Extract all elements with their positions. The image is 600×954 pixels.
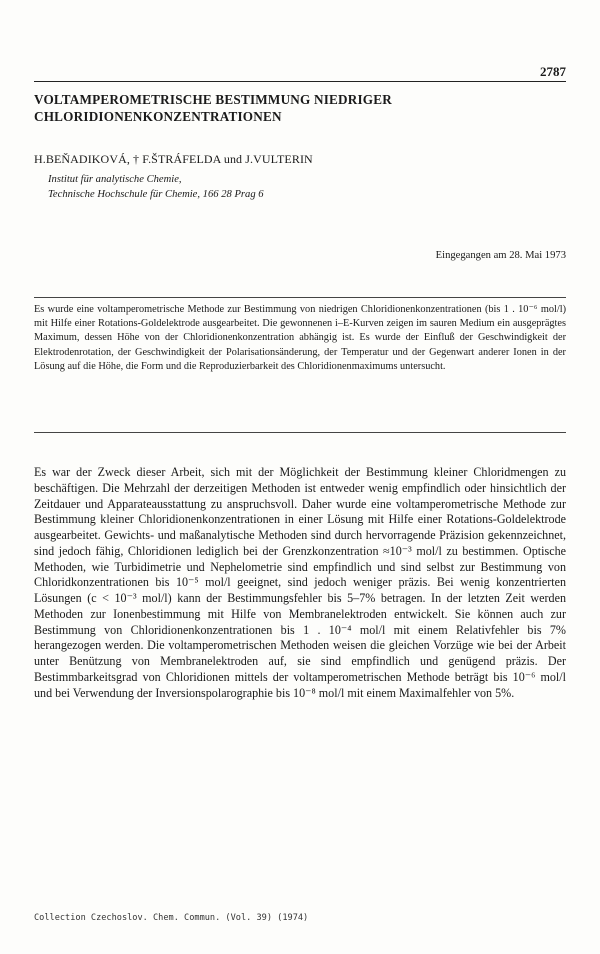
affiliation-line-2: Technische Hochschule für Chemie, 166 28 Prag 6 bbox=[48, 189, 264, 200]
affiliation-line-1: Institut für analytische Chemie, bbox=[48, 174, 182, 185]
article-title bbox=[34, 91, 566, 125]
article-title-line-2: CHLORIDIONENKONZENTRATIONEN bbox=[34, 109, 282, 124]
authors: H.BEŇADIKOVÁ, † F.ŠTRÁFELDA und J.VULTERIN bbox=[34, 152, 313, 166]
affiliation bbox=[48, 172, 264, 202]
received-date: Eingegangen am 28. Mai 1973 bbox=[435, 250, 566, 261]
page-number: 2787 bbox=[540, 64, 566, 79]
article-title-line-1: VOLTAMPEROMETRISCHE BESTIMMUNG NIEDRIGER bbox=[34, 92, 392, 107]
abstract-bottom-rule bbox=[34, 432, 566, 433]
body-paragraph: Es war der Zweck dieser Arbeit, sich mit der Möglichkeit der Bestimmung kleiner Chloridmengen zu beschäftigen. Die Mehrzahl der derzeitigen Methoden ist entweder wenig empfindlich oder hinsichtlich der Zeitdauer und Apparateausstattung zu anspruchsvoll. Daher wurde eine voltamperometrische Methode zur Bestimmung kleiner Chloridionenkonzentrationen in einer Lösung mit Hilfe einer Rotations-Goldelektrode ausgearbeitet. Gewichts- und maßanalytische Methoden sind durch hervorragende Präzision gekennzeichnet, sind jedoch fähig, Chloridionen lediglich bei der Grenzkonzentration ≈10⁻³ mol/l zu bestimmen. Optische Methoden, wie Turbidimetrie und Nephelometrie sind empfindlich und sind selbst zur Bestimmung von Chloridkonzentrationen bis 10⁻⁵ mol/l geeignet, sind jedoch weniger präzis. Bei wenig konzentrierten Lösungen (c < 10⁻³ mol/l) kann der Bestimmungsfehler bis 5–7% betragen. In der letzten Zeit werden Methoden zur Ionenbestimmung mit Hilfe von Membranelektroden entwickelt. Sie können auch zur Bestimmung von Chloridionenkonzentrationen bis 1 . 10⁻⁴ mol/l mit einem Relativfehler bis 7% herangezogen werden. Die voltamperometrischen Methoden weisen die gleichen Vorzüge wie bei der Arbeit unter Benützung von Membranelektroden auf, sie sind empfindlich und genügend präzis. Der Bestimmbarkeitsgrad von Chloridionen mittels der voltamperometrischen Methode beträgt bis 10⁻⁶ mol/l und bei Verwendung der Inversionspolarographie bis 10⁻⁸ mol/l mit einem Maximalfehler von 5%. bbox=[34, 465, 566, 700]
abstract-top-rule bbox=[34, 297, 566, 298]
header-rule bbox=[34, 81, 566, 82]
abstract: Es wurde eine voltamperometrische Methode zur Bestimmung von niedrigen Chloridionenkonzentrationen (bis 1 . 10⁻⁶ mol/l) mit Hilfe einer Rotations-Goldelektrode ausgearbeitet. Die gewonnenen i–E-Kurven zeigen im sauren Medium ein ausgeprägtes Maximum, dessen Höhe von der Chloridionenkonzentration abhängig ist. Es wurde der Einfluß der Geschwindigkeit der Elektrodenrotation, der Geschwindigkeit der Polarisationsänderung, der Temperatur und der Gegenwart anderer Ionen in der Lösung auf die Höhe, die Form und die Reproduzierbarkeit des Chloridionenmaximums untersucht. bbox=[34, 304, 566, 372]
journal-footer: Collection Czechoslov. Chem. Commun. (Vol. 39) (1974) bbox=[34, 913, 309, 923]
